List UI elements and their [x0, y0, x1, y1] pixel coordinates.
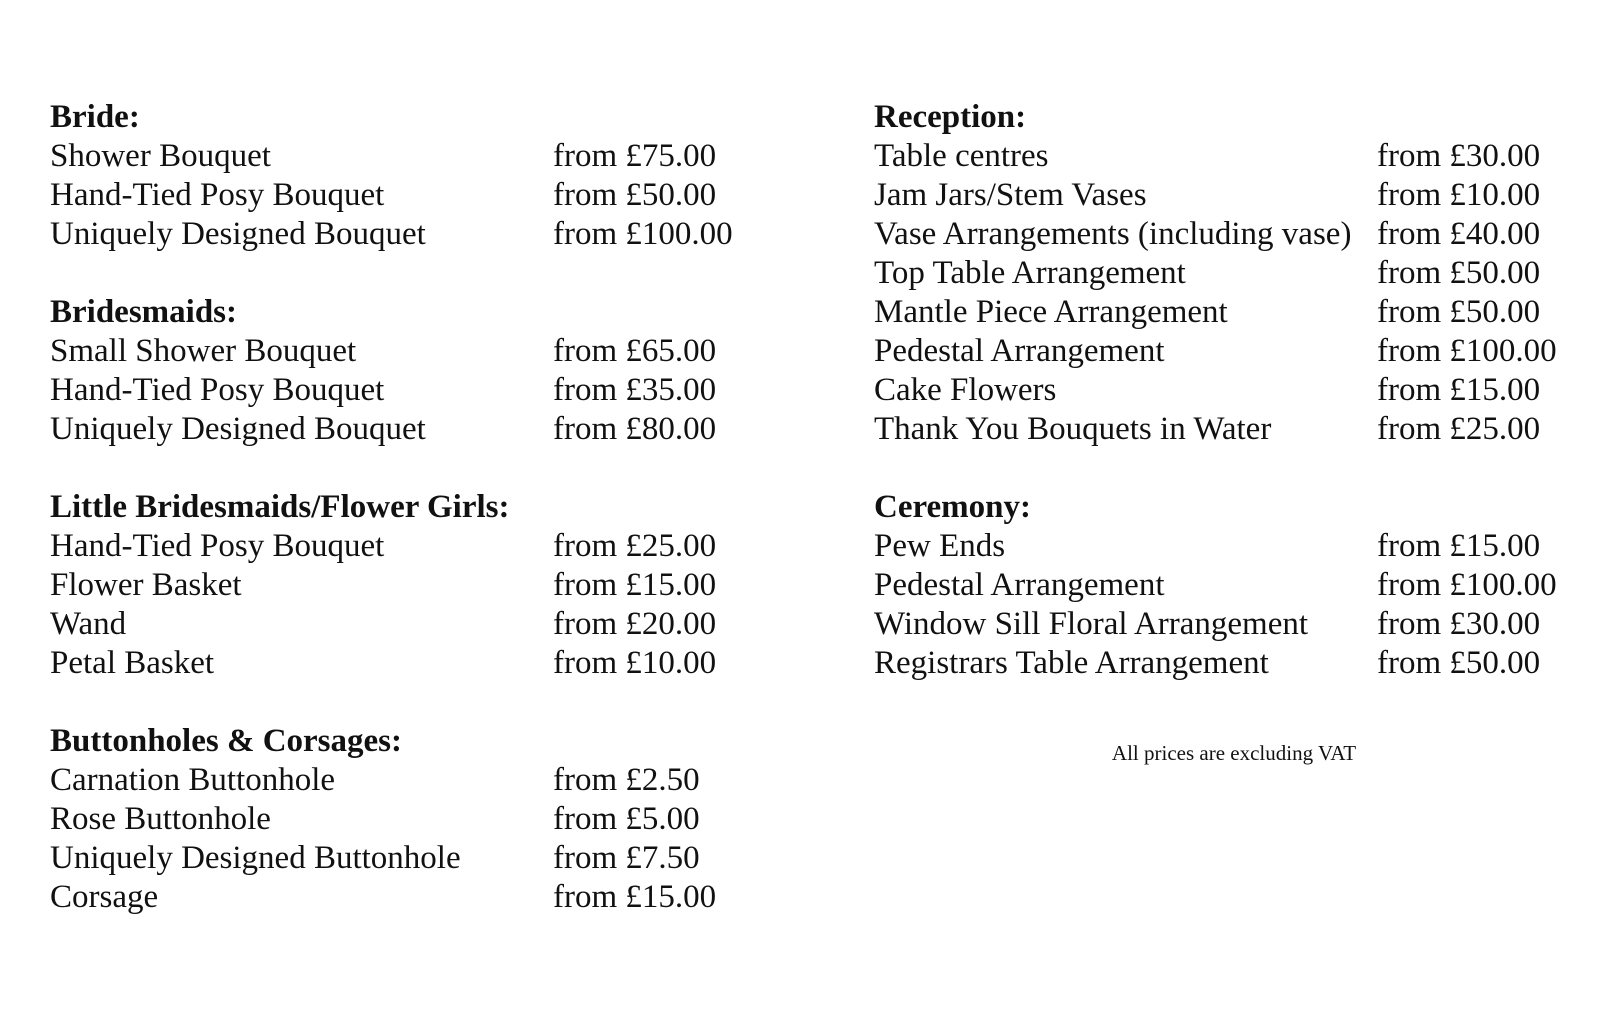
item-name: Wand [50, 606, 127, 642]
item-price: from £65.00 [553, 333, 717, 369]
price-row [50, 410, 790, 449]
item-price: from £10.00 [553, 645, 717, 681]
item-price: from £100.00 [1377, 333, 1557, 369]
price-row [50, 605, 790, 644]
item-name: Hand-Tied Posy Bouquet [50, 528, 385, 564]
item-price: from £50.00 [1377, 255, 1541, 291]
item-price: from £40.00 [1377, 216, 1541, 252]
item-price: from £35.00 [553, 372, 717, 408]
item-name: Uniquely Designed Bouquet [50, 411, 426, 447]
price-row [874, 332, 1594, 371]
price-row [874, 293, 1594, 332]
item-price: from £15.00 [553, 879, 717, 915]
item-price: from £15.00 [1377, 372, 1541, 408]
item-name: Uniquely Designed Buttonhole [50, 840, 461, 876]
section-ceremony [874, 488, 1594, 683]
item-name: Hand-Tied Posy Bouquet [50, 372, 385, 408]
item-price: from £20.00 [553, 606, 717, 642]
price-row [874, 371, 1594, 410]
item-name: Top Table Arrangement [874, 255, 1186, 291]
item-name: Flower Basket [50, 567, 242, 603]
item-price: from £50.00 [1377, 645, 1541, 681]
item-name: Carnation Buttonhole [50, 762, 336, 798]
price-row [874, 137, 1594, 176]
price-row [874, 410, 1594, 449]
price-row [874, 176, 1594, 215]
section-title: Bride: [50, 99, 140, 135]
item-name: Rose Buttonhole [50, 801, 271, 837]
item-price: from £50.00 [553, 177, 717, 213]
price-row [50, 878, 790, 917]
item-name: Corsage [50, 879, 159, 915]
item-name: Cake Flowers [874, 372, 1057, 408]
price-row [50, 527, 790, 566]
section-buttonholes-corsages [50, 722, 790, 917]
item-price: from £30.00 [1377, 606, 1541, 642]
price-row [874, 527, 1594, 566]
item-price: from £50.00 [1377, 294, 1541, 330]
item-name: Registrars Table Arrangement [874, 645, 1269, 681]
section-title: Reception: [874, 99, 1027, 135]
section-title: Bridesmaids: [50, 294, 238, 330]
price-row [50, 371, 790, 410]
item-name: Petal Basket [50, 645, 215, 681]
item-price: from £100.00 [553, 216, 733, 252]
price-row [50, 644, 790, 683]
item-name: Thank You Bouquets in Water [874, 411, 1272, 447]
item-name: Pedestal Arrangement [874, 333, 1165, 369]
item-name: Pew Ends [874, 528, 1006, 564]
left-price-column [50, 98, 790, 956]
section-title: Buttonholes & Corsages: [50, 723, 402, 759]
vat-note: All prices are excluding VAT [1111, 741, 1357, 765]
item-price: from £7.50 [553, 840, 700, 876]
item-price: from £25.00 [1377, 411, 1541, 447]
price-row [874, 605, 1594, 644]
item-price: from £100.00 [1377, 567, 1557, 603]
price-row [50, 176, 790, 215]
price-row [874, 215, 1594, 254]
item-price: from £10.00 [1377, 177, 1541, 213]
item-name: Hand-Tied Posy Bouquet [50, 177, 385, 213]
section-title: Ceremony: [874, 489, 1032, 525]
section-little-bridesmaids-flower-girls [50, 488, 790, 683]
item-price: from £75.00 [553, 138, 717, 174]
price-row [50, 761, 790, 800]
price-row [50, 137, 790, 176]
section-title: Little Bridesmaids/Flower Girls: [50, 489, 510, 525]
item-name: Uniquely Designed Bouquet [50, 216, 426, 252]
price-row [50, 839, 790, 878]
price-row [50, 800, 790, 839]
section-bridesmaids [50, 293, 790, 449]
price-row [50, 215, 790, 254]
item-price: from £25.00 [553, 528, 717, 564]
item-name: Mantle Piece Arrangement [874, 294, 1228, 330]
item-price: from £15.00 [553, 567, 717, 603]
item-name: Jam Jars/Stem Vases [874, 177, 1147, 213]
item-price: from £80.00 [553, 411, 717, 447]
item-name: Small Shower Bouquet [50, 333, 357, 369]
item-name: Pedestal Arrangement [874, 567, 1165, 603]
section-bride [50, 98, 790, 254]
item-name: Shower Bouquet [50, 138, 271, 174]
item-name: Window Sill Floral Arrangement [874, 606, 1309, 642]
item-price: from £15.00 [1377, 528, 1541, 564]
item-name: Vase Arrangements (including vase) [874, 216, 1352, 252]
right-price-column [874, 98, 1594, 722]
price-row [874, 566, 1594, 605]
price-row [874, 254, 1594, 293]
price-row [50, 566, 790, 605]
price-row [50, 332, 790, 371]
item-name: Table centres [874, 138, 1049, 174]
item-price: from £5.00 [553, 801, 700, 837]
item-price: from £2.50 [553, 762, 700, 798]
price-row [874, 644, 1594, 683]
item-price: from £30.00 [1377, 138, 1541, 174]
section-reception [874, 98, 1594, 449]
